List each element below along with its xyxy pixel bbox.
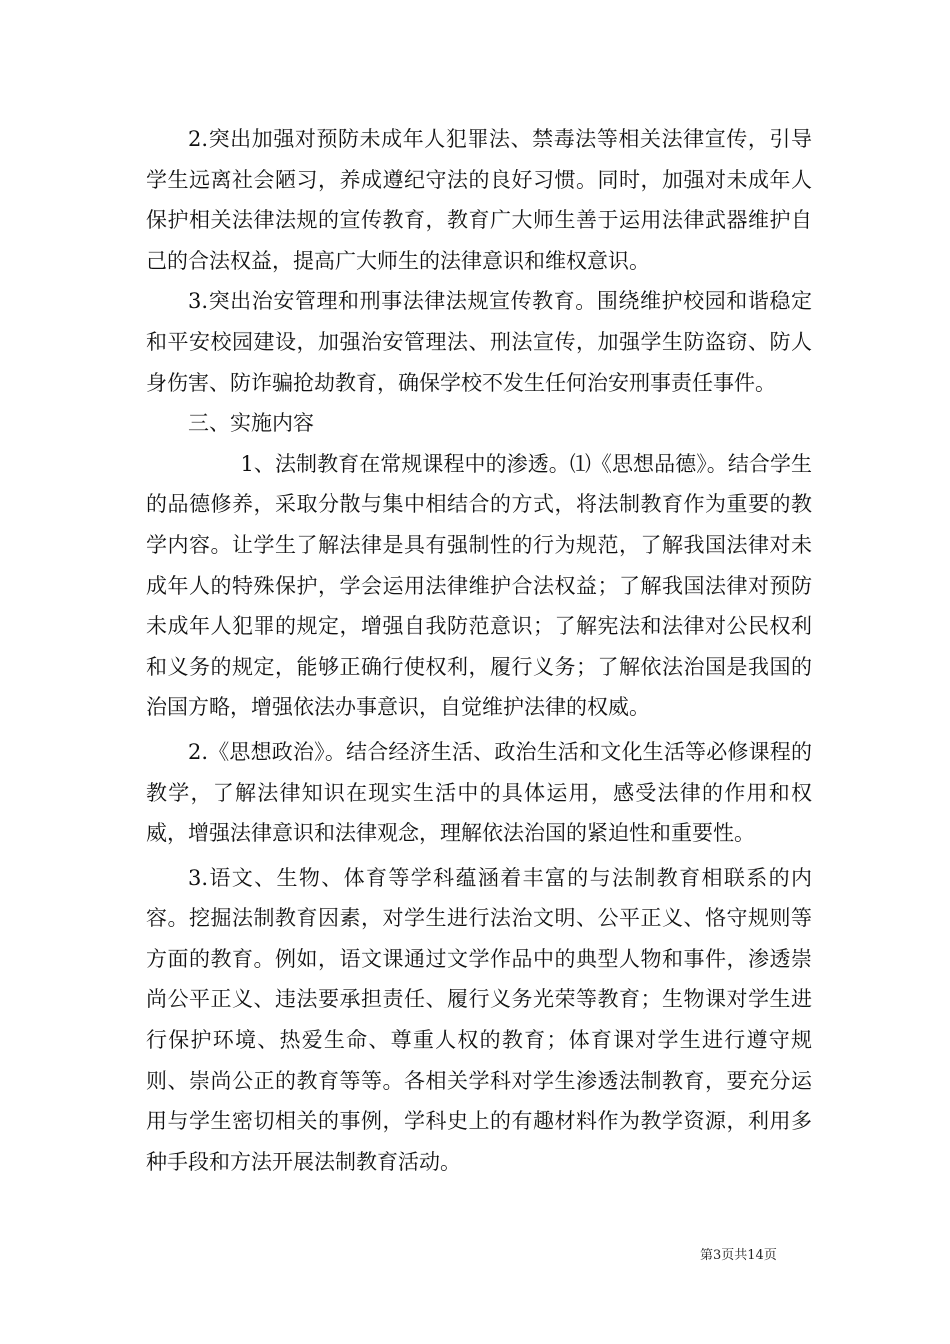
paragraph-politics-course: 2.《思想政治》。结合经济生活、政治生活和文化生活等必修课程的教学，了解法律知识在现实生活中的具体运用，感受法律的作用和权威，增强法律意识和法律观念，理解依法治国的紧迫性和重要性。 xyxy=(146,739,812,846)
paragraph-moral-course: 1、法制教育在常规课程中的渗透。⑴《思想品德》。结合学生的品德修养，采取分散与集中相结合的方式，将法制教育作为重要的教学内容。让学生了解法律是具有强制性的行为规范，了解我国法律对未成年人的特殊保护，学会运用法律维护合法权益；了解我国法律对预防未成年人犯罪的规定，增强自我防范意识；了解宪法和法律对公民权利和义务的规定，能够正确行使权利，履行义务；了解依法治国是我国的治国方略，增强依法办事意识，自觉维护法律的权威。 xyxy=(146,451,812,720)
paragraph-law-publicity: 2.突出加强对预防未成年人犯罪法、禁毒法等相关法律宣传，引导学生远离社会陋习，养成遵纪守法的良好习惯。同时，加强对未成年人保护相关法律法规的宣传教育，教育广大师生善于运用法律武器维护自己的合法权益，提高广大师生的法律意识和维权意识。 xyxy=(146,127,812,273)
page-number-footer: 第3页共14页 xyxy=(700,1248,777,1263)
document-body xyxy=(146,119,812,1182)
paragraph-public-security: 3.突出治安管理和刑事法律法规宣传教育。围绕维护校园和谐稳定和平安校园建设，加强治安管理法、刑法宣传，加强学生防盗窃、防人身伤害、防诈骗抢劫教育，确保学校不发生任何治安刑事责任事件。 xyxy=(146,289,812,395)
section-heading-implementation: 三、实施内容 xyxy=(188,411,314,436)
paragraph-other-subjects: 3.语文、生物、体育等学科蕴涵着丰富的与法制教育相联系的内容。挖掘法制教育因素，对学生进行法治文明、公平正义、恪守规则等方面的教育。例如，语文课通过文学作品中的典型人物和事件，渗透崇尚公平正义、违法要承担责任、履行义务光荣等教育；生物课对学生进行保护环境、热爱生命、尊重人权的教育；体育课对学生进行遵守规则、崇尚公正的教育等等。各相关学科对学生渗透法制教育，要充分运用与学生密切相关的事例，学科史上的有趣材料作为教学资源，利用多种手段和方法开展法制教育活动。 xyxy=(146,865,812,1174)
